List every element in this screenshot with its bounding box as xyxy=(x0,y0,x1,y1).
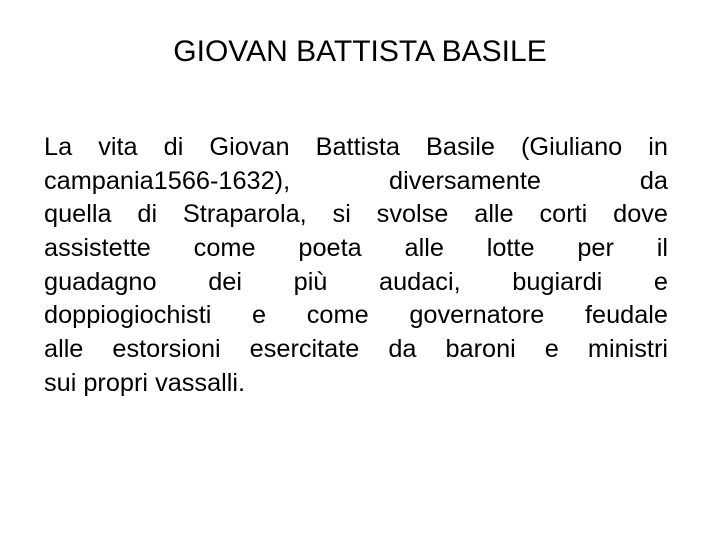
paragraph-line: La vita di Giovan Battista Basile (Giuliano in xyxy=(44,133,668,161)
paragraph-line: sui propri vassalli. xyxy=(44,368,246,397)
paragraph-line: quella di Straparola, si svolse alle corti dove xyxy=(44,200,668,229)
slide-title: GIOVAN BATTISTA BASILE xyxy=(173,35,547,68)
paragraph-line: campania1566-1632), diversamente da xyxy=(44,166,668,195)
paragraph-line: alle estorsioni esercitate da baroni e ministri xyxy=(44,335,668,364)
paragraph-line: guadagno dei più audaci, bugiardi e xyxy=(44,267,668,296)
slide-paragraph xyxy=(44,131,668,401)
paragraph-line: doppiogiochisti e come governatore feudale xyxy=(44,301,668,330)
paragraph-line: assistette come poeta alle lotte per il xyxy=(44,234,668,263)
